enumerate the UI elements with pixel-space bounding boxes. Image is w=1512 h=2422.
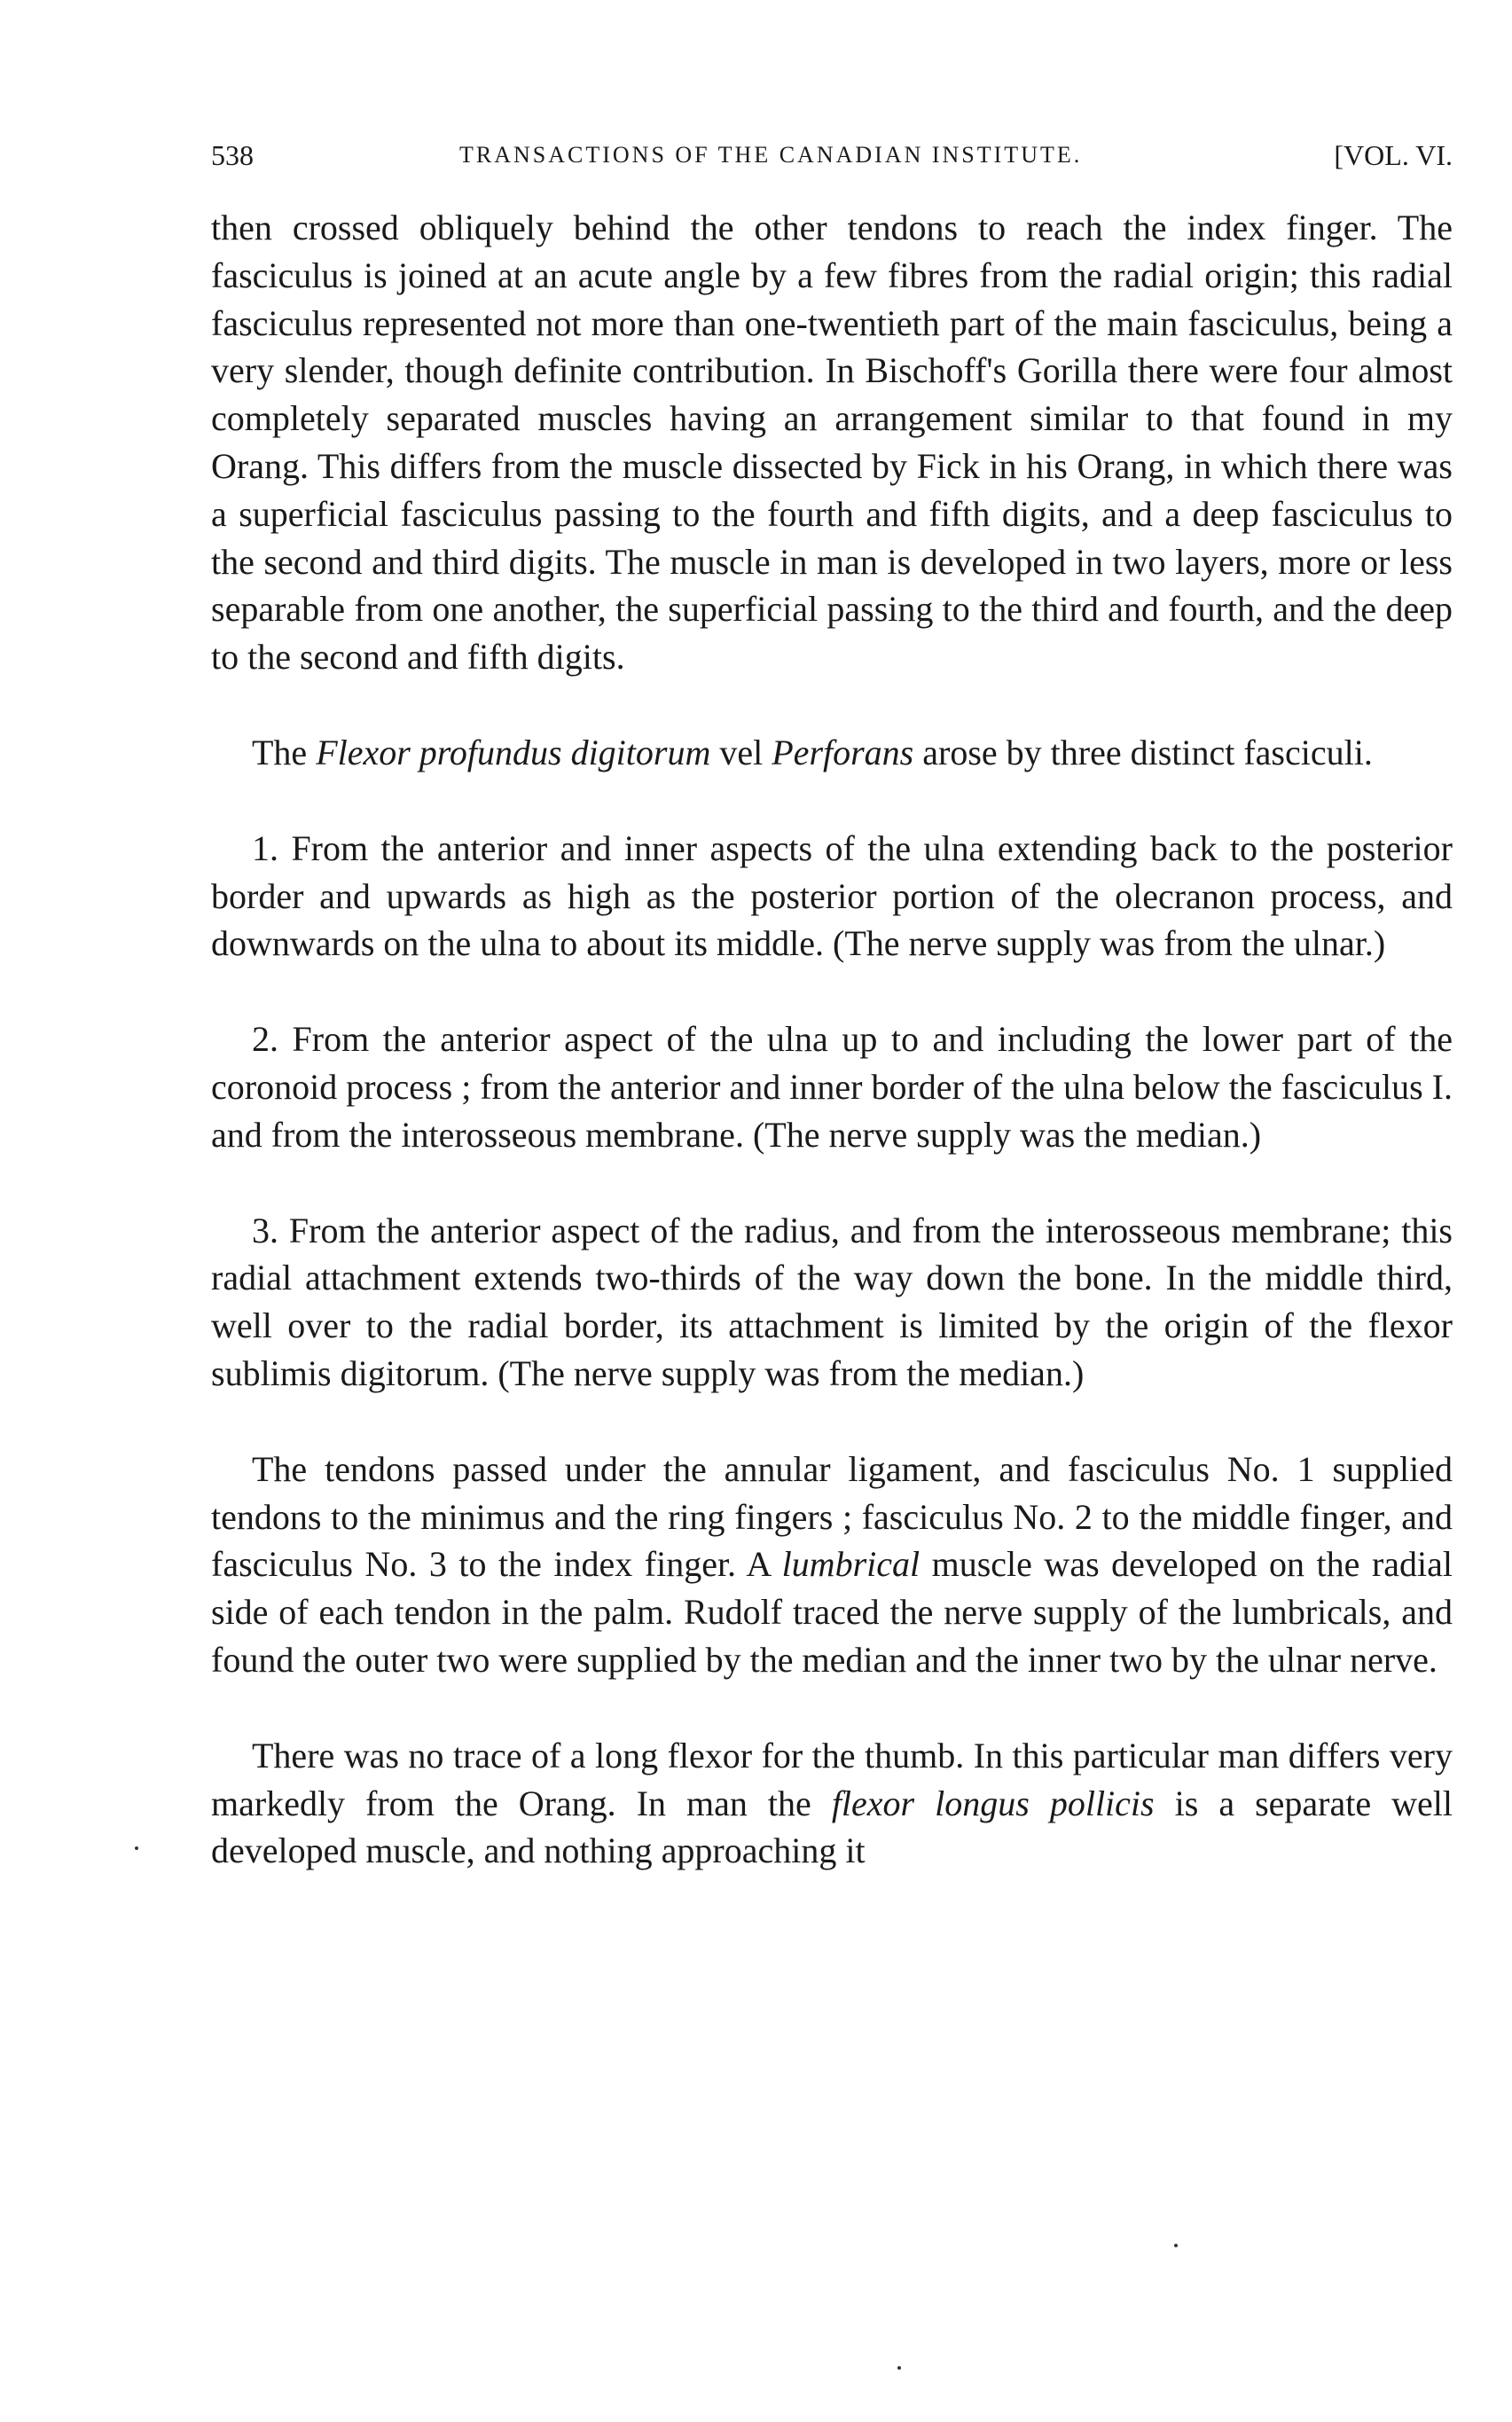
paragraph-fasciculus-1: 1. From the anterior and inner aspects of the ulna extending back to the posterior border and upwards as high as the posterior portion of the olecranon process, and downwards on the ulna to about its middle. (The nerve supply was from the ulnar.) — [211, 827, 1453, 964]
body-text — [211, 204, 1453, 1875]
scan-speck — [1174, 2244, 1178, 2247]
italic-term: Perforans — [772, 732, 914, 772]
journal-title: TRANSACTIONS OF THE CANADIAN INSTITUTE. — [459, 142, 1083, 168]
italic-term: Flexor profundus digitorum — [316, 732, 711, 772]
text-run: The — [252, 732, 317, 772]
scan-speck — [135, 1846, 138, 1850]
text-run: There was no trace of a long flexor for the thumb. In this particular man differs very markedly from the Orang. In man the — [211, 1735, 1453, 1823]
paragraph-long-flexor — [211, 1732, 1453, 1875]
text-run: arose by three distinct fasciculi. — [913, 732, 1373, 772]
volume-label: [VOL. VI. — [1334, 139, 1453, 171]
italic-term: lumbrical — [781, 1544, 921, 1585]
scan-speck — [897, 2366, 901, 2370]
paragraph-tendons — [211, 1446, 1453, 1684]
page-number: 538 — [211, 139, 254, 171]
text-run: muscle was developed on the radial side of each tendon in the palm. Rudolf traced the nerve supply of the lumbricals, and found the outer two were supplied by the median and the inner two by the ulnar nerve. — [211, 1544, 1453, 1680]
text-run: The tendons passed under the annular ligament, and fasciculus No. 1 supplied tendons to the minimus and the ring fingers ; fasciculus No. 2 to the middle finger, and fasciculus No. 3 to the index finger. A — [211, 1448, 1453, 1585]
paragraph-continuation: then crossed obliquely behind the other tendons to reach the index finger. The fasciculus is joined at an acute angle by a few fibres from the radial origin; this radial fasciculus represented not more than one-twentieth part of the main fasciculus, being a very slender, though definite contribution. In Bischoff's Gorilla there were four almost completely separated muscles having an arrangement similar to that found in my Orang. This differs from the muscle dissected by Fick in his Orang, in which there was a superficial fasciculus passing to the fourth and fifth digits, and a deep fasciculus to the second and third digits. The muscle in man is developed in two layers, more or less separable from one another, the superficial passing to the third and fourth, and the deep to the second and fifth digits. — [211, 208, 1453, 678]
text-run: is a separate well developed muscle, and nothing approaching it — [211, 1783, 1453, 1871]
running-head — [211, 133, 1453, 177]
italic-term: flexor longus pollicis — [831, 1783, 1155, 1823]
paragraph-fasciculus-3: 3. From the anterior aspect of the radius, and from the interosseous membrane; this radial attachment extends two-thirds of the way down the bone. In the middle third, well over to the radial border, its attachment is limited by the origin of the flexor sublimis digitorum. (The nerve supply was from the median.) — [211, 1210, 1453, 1393]
paragraph-flexor-profundus — [211, 729, 1453, 777]
paragraph-fasciculus-2: 2. From the anterior aspect of the ulna up to and including the lower part of the coronoid process ; from the anterior and inner border of the ulna below the fasciculus I. and from the interosseous membrane. (The nerve supply was the median.) — [211, 1019, 1453, 1155]
text-run: vel — [710, 732, 772, 772]
